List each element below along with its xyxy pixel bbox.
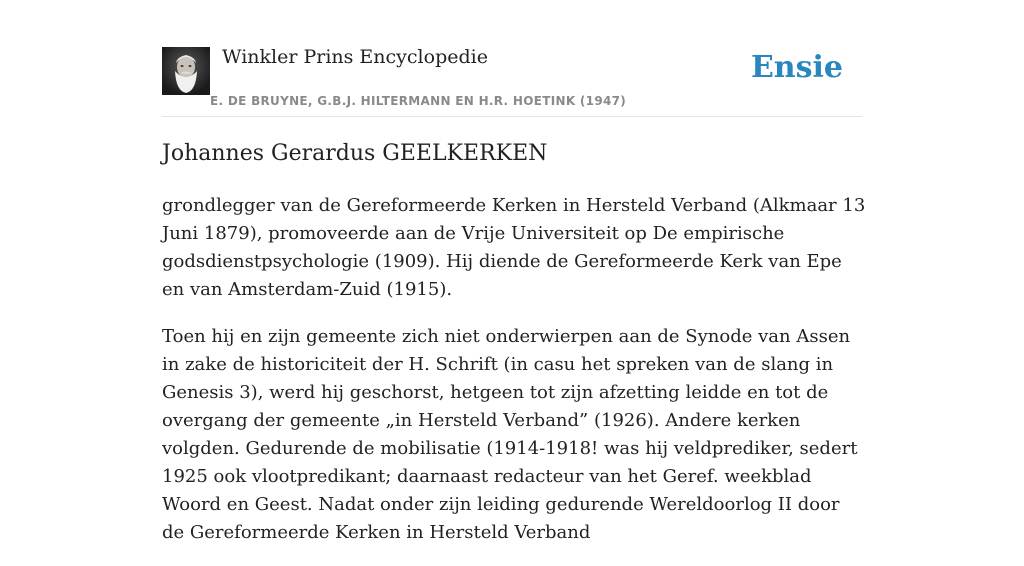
- bearded-man-portrait-icon: [162, 47, 210, 95]
- source-title[interactable]: Winkler Prins Encyclopedie: [222, 46, 488, 68]
- article-paragraph: Toen hij en zijn gemeente zich niet onderwierpen aan de Synode van Assen in zake de historiciteit der H. Schrift (in casu het spreken van de slang in Genesis 3), werd hij geschorst, hetgeen tot zijn afzetting leidde en tot de overgang der gemeente „in Hersteld Verband” (1926). Andere kerken volgden. Gedurende de mobilisatie (1914-1918! was hij veldprediker, sedert 1925 ook vlootpredikant; daarnaast redacteur van het Geref. weekblad Woord en Geest. Nadat onder zijn leiding gedurende Wereldoorlog II door de Gereformeerde Kerken in Hersteld Verband: [162, 326, 858, 543]
- article-paragraph: grondlegger van de Gereformeerde Kerken in Hersteld Verband (Alkmaar 13 Juni 1879), promoveerde aan de Vrije Universiteit op De empirische godsdienstpsychologie (1909). Hij diende de Gereformeerde Kerk van Epe en van Amsterdam-Zuid (1915).: [162, 195, 866, 300]
- ensie-logo[interactable]: Ensie: [750, 50, 843, 85]
- article-title: Johannes Gerardus GEELKERKEN: [162, 141, 548, 166]
- source-authors: E. DE BRUYNE, G.B.J. HILTERMANN EN H.R. HOETINK (1947): [210, 94, 627, 108]
- author-avatar[interactable]: [162, 47, 210, 95]
- source-header: [162, 44, 862, 117]
- article-body: [162, 192, 866, 566]
